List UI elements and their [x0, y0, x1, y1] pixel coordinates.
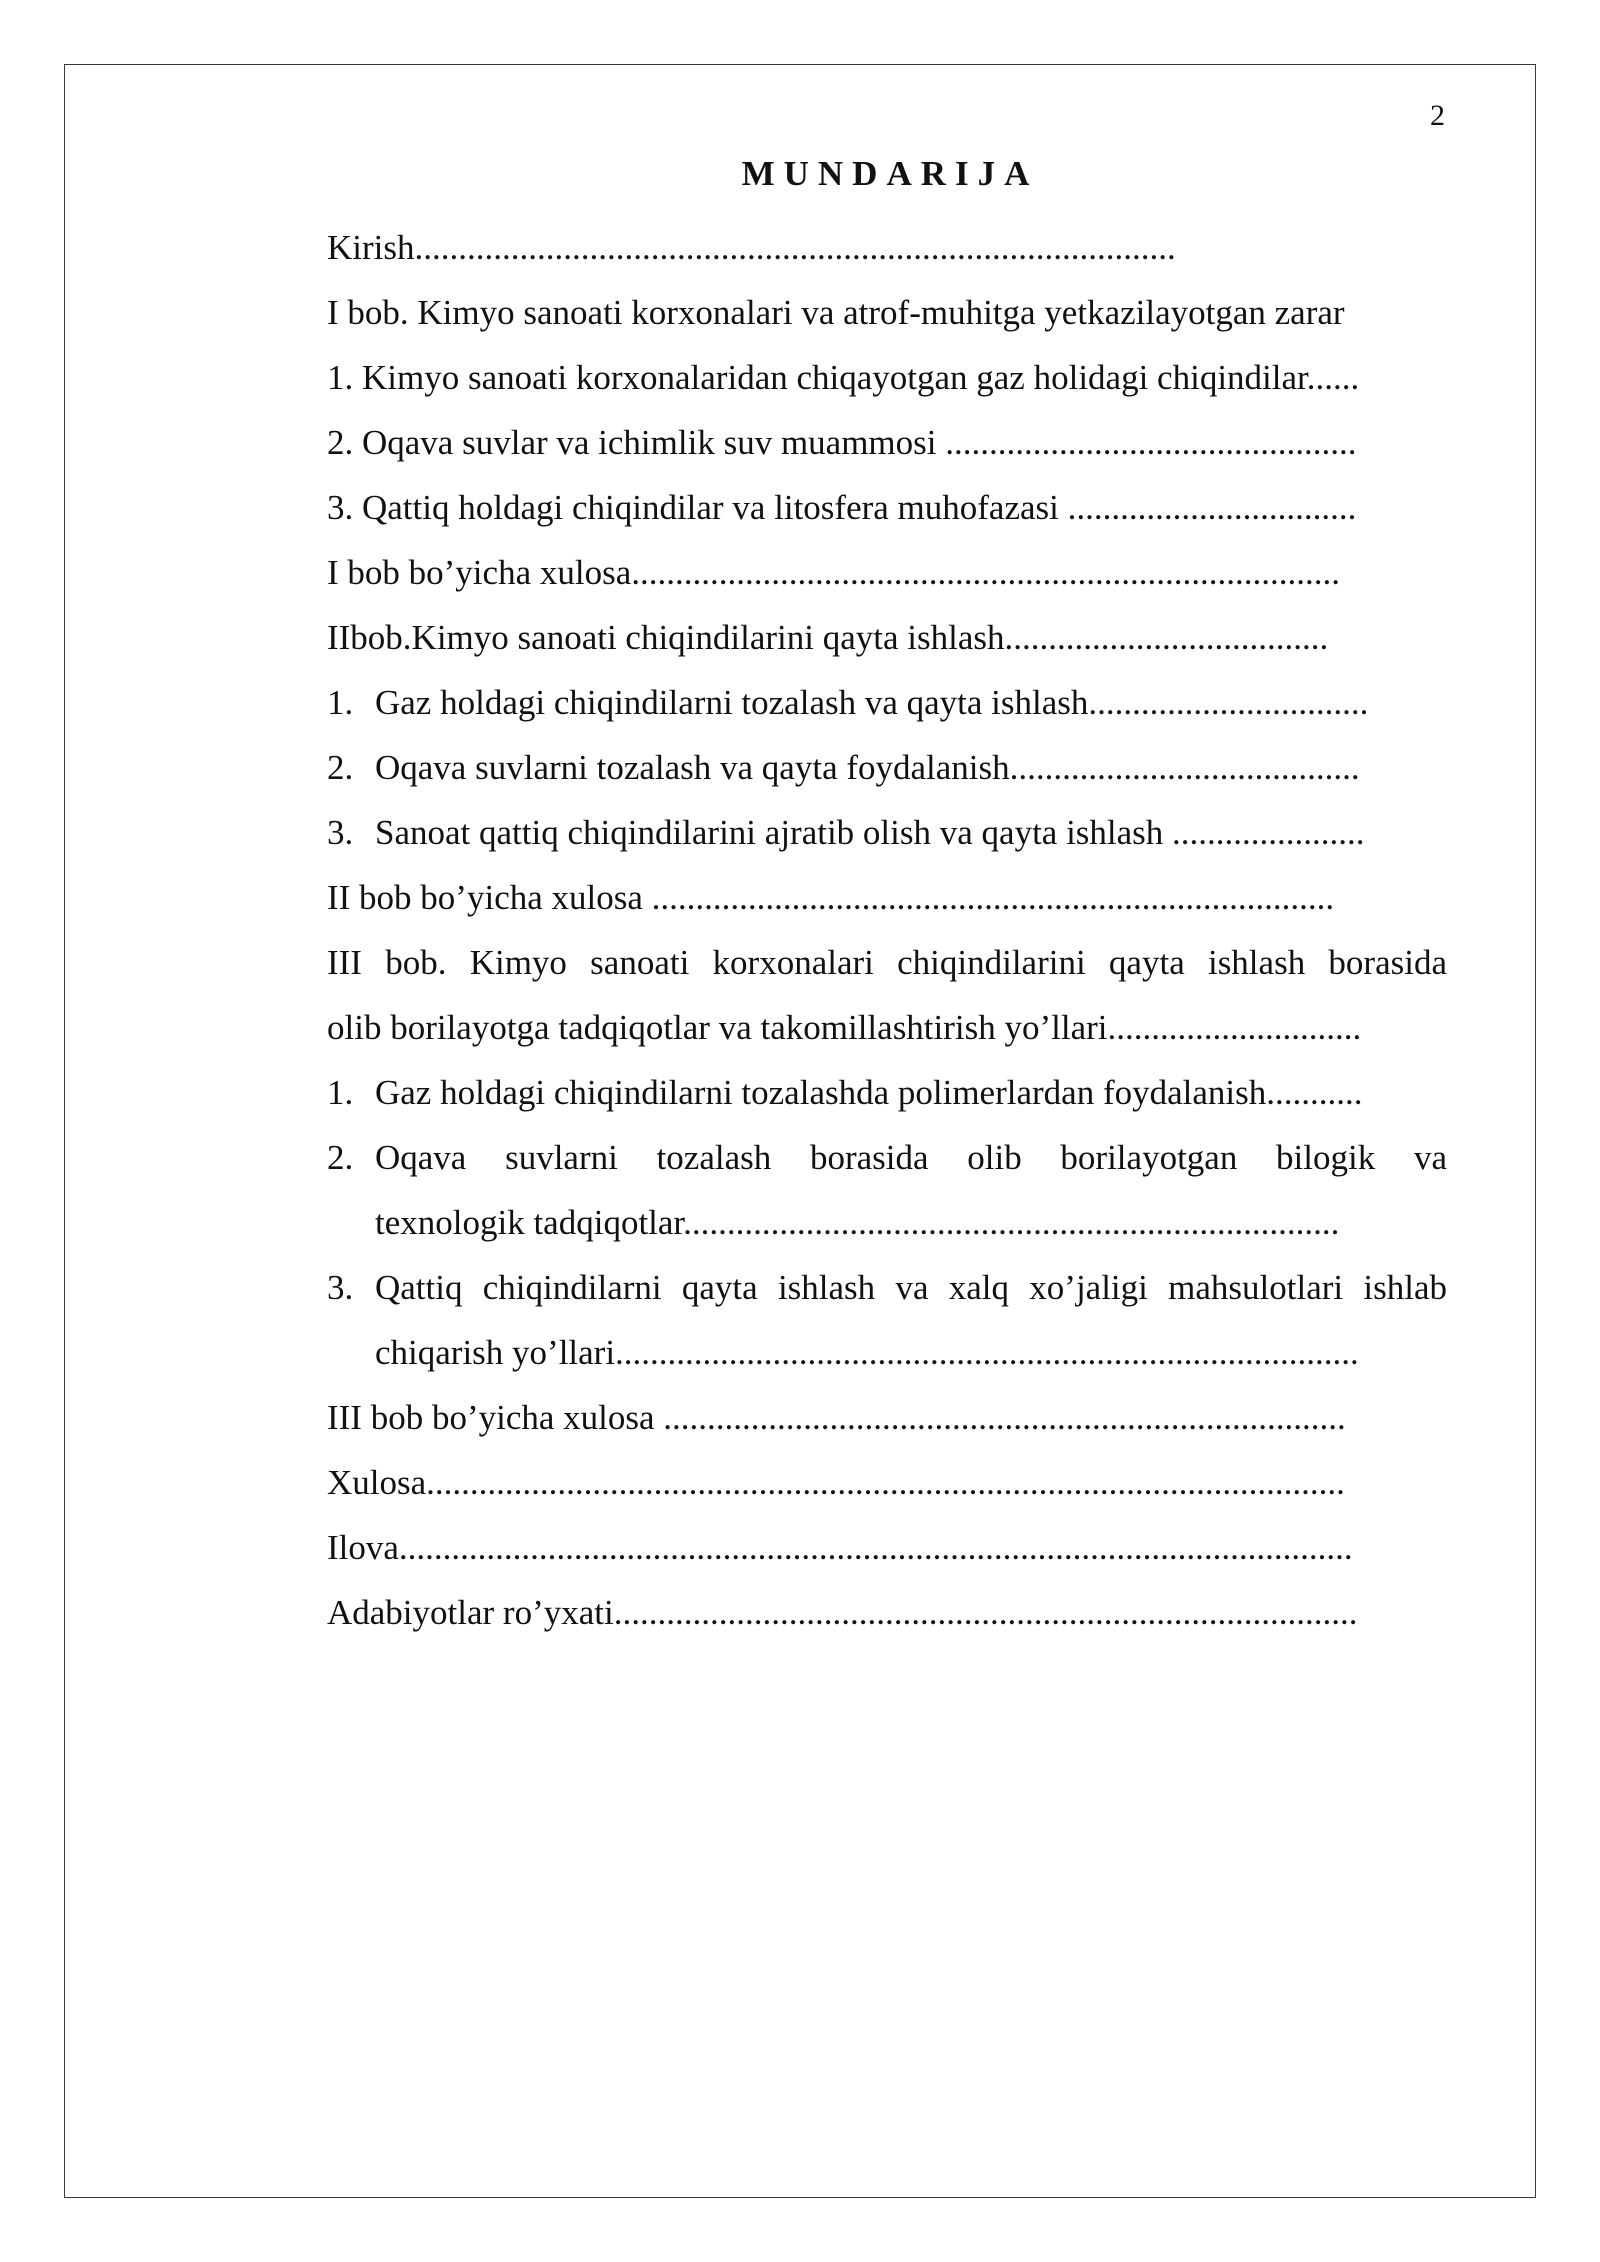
toc-entry-bob1-3: 3. Qattiq holdagi chiqindilar va litosfera muhofazasi .................................	[327, 488, 1357, 527]
toc-entry-number: 2.	[327, 1138, 354, 1177]
page-number: 2	[1430, 99, 1445, 132]
toc-entry-bob3-line2: olib borilayotga tadqiqotlar va takomillashtirish yo’llari.............................	[327, 1008, 1362, 1047]
toc-entry-text: Gaz holdagi chiqindilarni tozalash va qayta ishlash................................	[375, 683, 1369, 722]
toc-entry-bob3-3	[327, 1255, 1447, 1320]
toc-entry-bob2-1	[327, 670, 1447, 735]
toc-entry-adabiyotlar: Adabiyotlar ro’yxati.....................................................................................	[327, 1593, 1358, 1632]
toc-entry-number: 1.	[327, 683, 354, 722]
toc-entry-bob3-1	[327, 1060, 1447, 1125]
toc-entry-bob3-line1: III bob. Kimyo sanoati korxonalari chiqindilarini qayta ishlash borasida	[327, 943, 1447, 982]
toc-entry-bob3-2	[327, 1125, 1447, 1190]
toc-entry-bob1-2: 2. Oqava suvlar va ichimlik suv muammosi ...............................................	[327, 423, 1357, 462]
toc-entry-bob1-xulosa: I bob bo’yicha xulosa.................................................................................	[327, 553, 1340, 592]
toc-entry-number: 1.	[327, 1073, 354, 1112]
page-title: MUNDARIJA	[741, 154, 1039, 193]
toc-entry-xulosa: Xulosa.........................................................................................................	[327, 1463, 1345, 1502]
toc-entry-text: Qattiq chiqindilarni qayta ishlash va xalq xo’jaligi mahsulotlari ishlab	[375, 1268, 1447, 1307]
toc-entry-bob2: IIbob.Kimyo sanoati chiqindilarini qayta ishlash.....................................	[327, 618, 1329, 657]
toc-entry-number: 2.	[327, 748, 354, 787]
toc-entry-bob2-xulosa: II bob bo’yicha xulosa ..............................................................................	[327, 878, 1335, 917]
toc-entry-bob2-3	[327, 800, 1447, 865]
toc-entry-bob2-2	[327, 735, 1447, 800]
toc-entry-text: Oqava suvlarni tozalash borasida olib borilayotgan bilogik va	[375, 1138, 1447, 1177]
toc-entry-bob1: I bob. Kimyo sanoati korxonalari va atrof-muhitga yetkazilayotgan zarar	[327, 293, 1345, 332]
toc-entry-text: Sanoat qattiq chiqindilarini ajratib olish va qayta ishlash ......................	[375, 813, 1365, 852]
toc-entry-kirish: Kirish.......................................................................................	[327, 228, 1176, 267]
toc-entry-number: 3.	[327, 813, 354, 852]
toc-entry-text: Oqava suvlarni tozalash va qayta foydalanish........................................	[375, 748, 1360, 787]
toc-entry-bob1-1: 1. Kimyo sanoati korxonalaridan chiqayotgan gaz holidagi chiqindilar......	[327, 358, 1360, 397]
toc-entry-bob3-3-continued: chiqarish yo’llari.....................................................................................	[375, 1333, 1359, 1372]
toc-entry-bob3-2-continued: texnologik tadqiqotlar...........................................................................	[375, 1203, 1340, 1242]
toc-entry-bob3-xulosa: III bob bo’yicha xulosa ..............................................................................	[327, 1398, 1346, 1437]
toc-entry-ilova: Ilova.............................................................................................................	[327, 1528, 1353, 1567]
toc-entry-text: Gaz holdagi chiqindilarni tozalashda polimerlardan foydalanish...........	[375, 1073, 1363, 1112]
table-of-contents	[327, 215, 1447, 1645]
toc-entry-number: 3.	[327, 1268, 354, 1307]
